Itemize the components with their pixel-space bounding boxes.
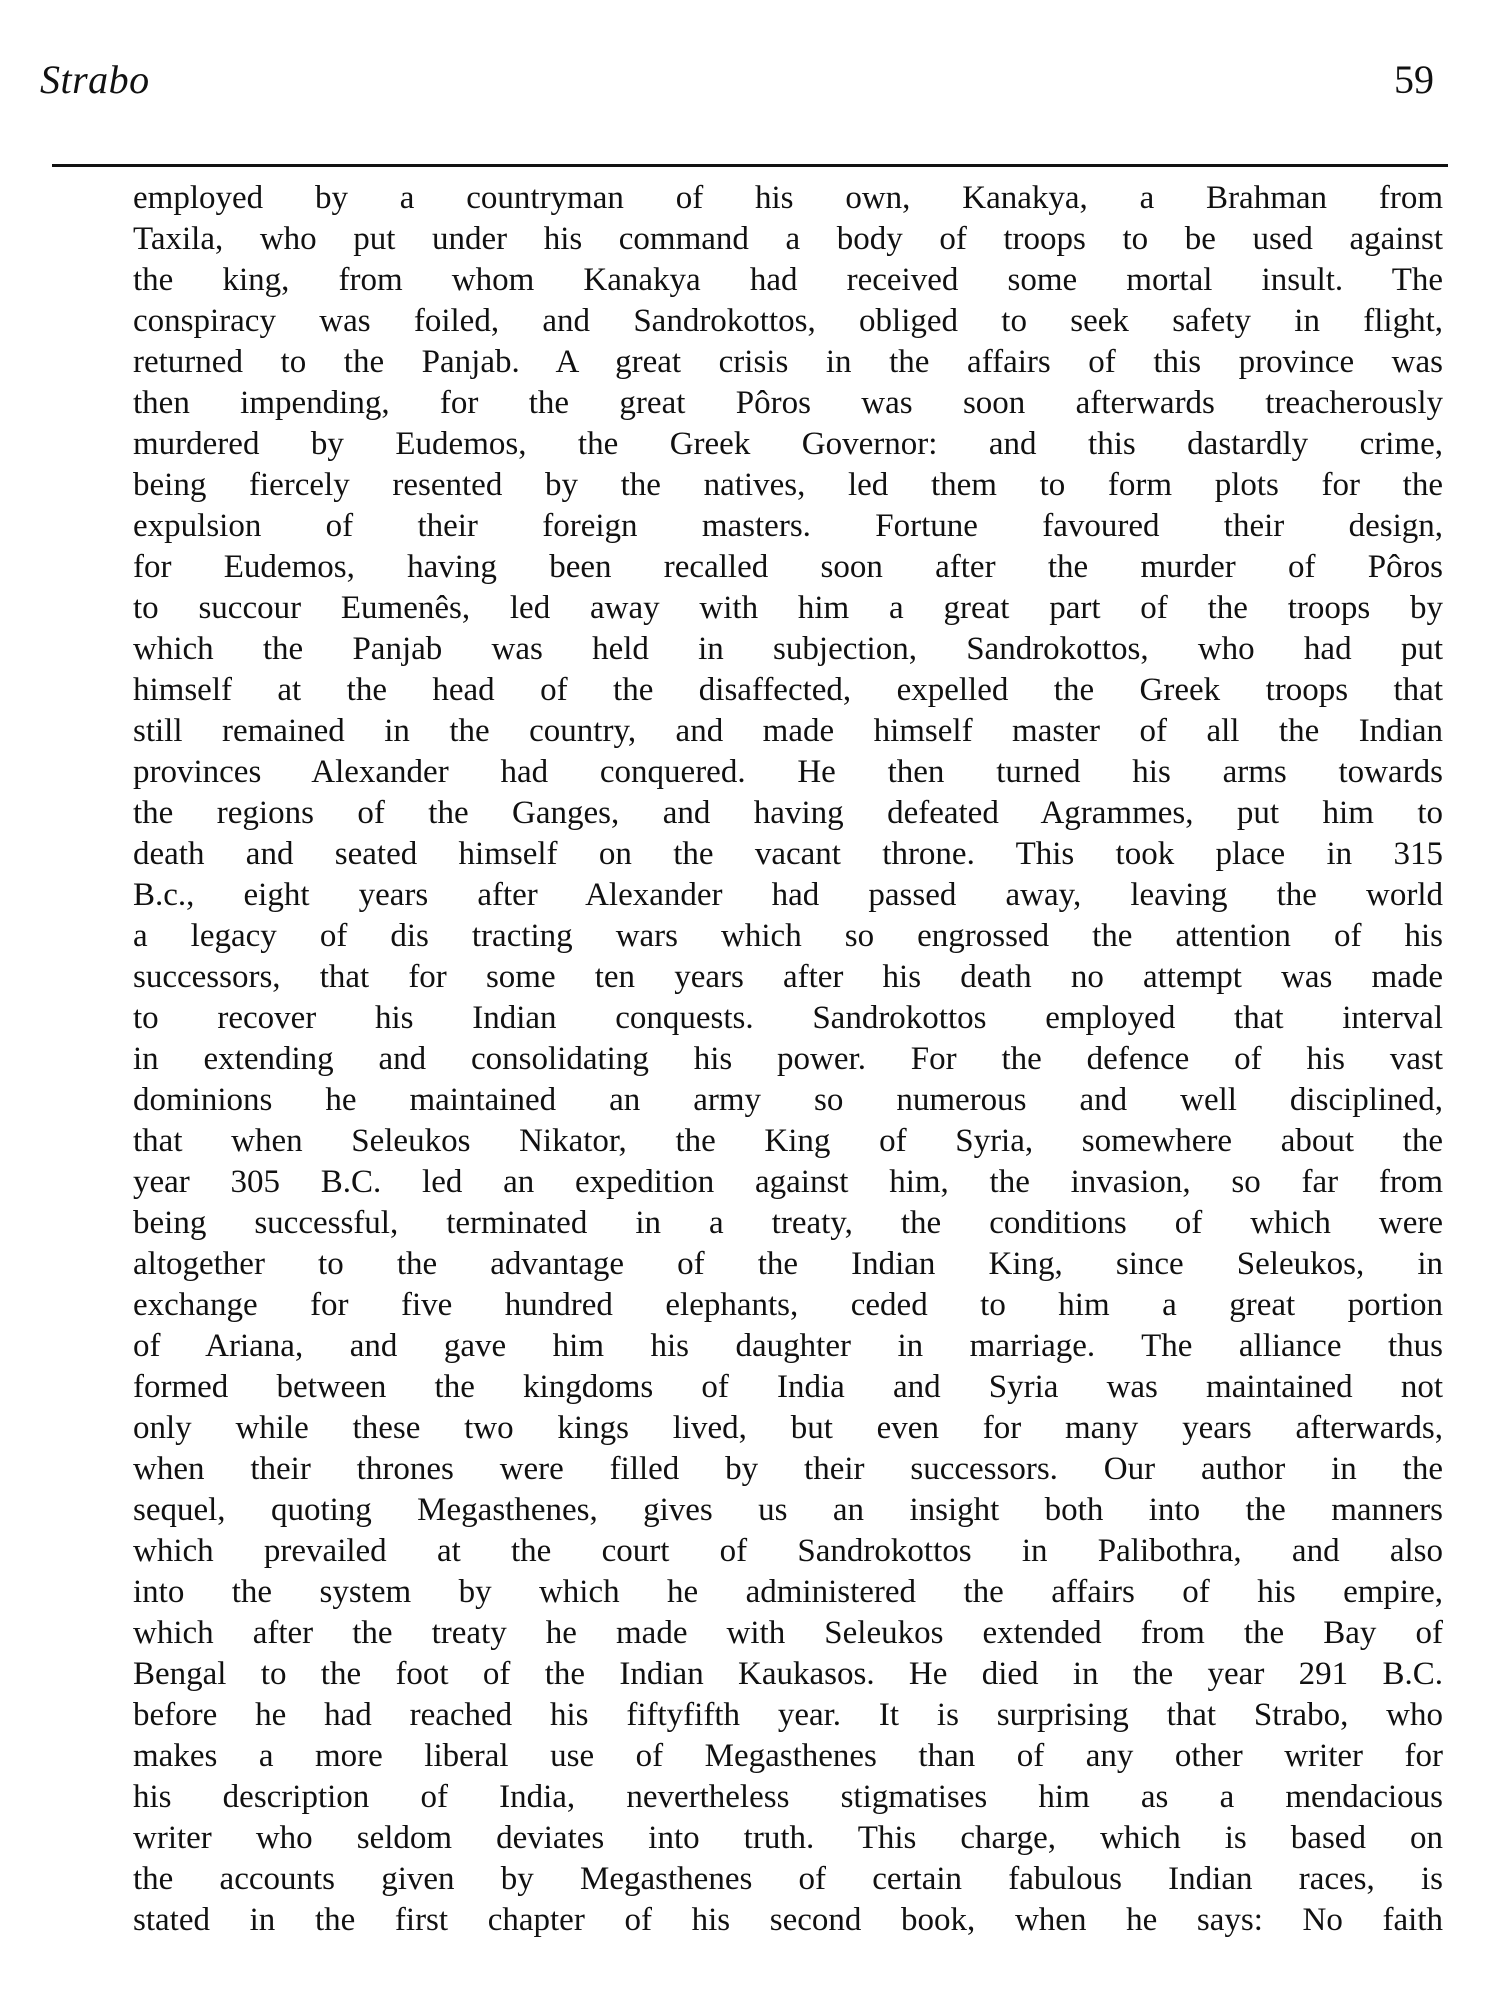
- text-line-1: employed by a countryman of his own, Kanakya, a Brahman from: [133, 180, 1443, 216]
- page-number: 59: [1394, 57, 1434, 102]
- text-line-23: dominions he maintained an army so numerous and well disciplined,: [133, 1082, 1443, 1118]
- text-line-34: which prevailed at the court of Sandrokottos in Palibothra, and also: [133, 1533, 1443, 1569]
- text-line-22: in extending and consolidating his power. For the defence of his vast: [133, 1041, 1443, 1077]
- text-line-29: of Ariana, and gave him his daughter in marriage. The alliance thus: [133, 1328, 1443, 1364]
- text-line-37: Bengal to the foot of the Indian Kaukasos. He died in the year 291 B.C.: [133, 1656, 1443, 1692]
- text-line-41: writer who seldom deviates into truth. This charge, which is based on: [133, 1820, 1443, 1856]
- text-line-24: that when Seleukos Nikator, the King of Syria, somewhere about the: [133, 1123, 1443, 1159]
- running-head-title: Strabo: [40, 57, 150, 102]
- text-line-7: murdered by Eudemos, the Greek Governor: and this dastardly crime,: [133, 426, 1443, 462]
- text-line-6: then impending, for the great Pôros was soon afterwards treacherously: [133, 385, 1443, 421]
- text-line-10: for Eudemos, having been recalled soon after the murder of Pôros: [133, 549, 1443, 585]
- text-line-25: year 305 B.C. led an expedition against him, the invasion, so far from: [133, 1164, 1443, 1200]
- text-line-13: himself at the head of the disaffected, expelled the Greek troops that: [133, 672, 1443, 708]
- text-line-39: makes a more liberal use of Megasthenes than of any other writer for: [133, 1738, 1443, 1774]
- text-line-30: formed between the kingdoms of India and Syria was maintained not: [133, 1369, 1443, 1405]
- text-line-11: to succour Eumenês, led away with him a great part of the troops by: [133, 590, 1443, 626]
- text-line-26: being successful, terminated in a treaty, the conditions of which were: [133, 1205, 1443, 1241]
- text-line-36: which after the treaty he made with Seleukos extended from the Bay of: [133, 1615, 1443, 1651]
- text-line-27: altogether to the advantage of the Indian King, since Seleukos, in: [133, 1246, 1443, 1282]
- text-line-21: to recover his Indian conquests. Sandrokottos employed that interval: [133, 1000, 1443, 1036]
- text-line-9: expulsion of their foreign masters. Fortune favoured their design,: [133, 508, 1443, 544]
- text-line-18: B.c., eight years after Alexander had passed away, leaving the world: [133, 877, 1443, 913]
- text-line-20: successors, that for some ten years after his death no attempt was made: [133, 959, 1443, 995]
- text-line-17: death and seated himself on the vacant throne. This took place in 315: [133, 836, 1443, 872]
- text-line-40: his description of India, nevertheless stigmatises him as a mendacious: [133, 1779, 1443, 1815]
- text-line-42: the accounts given by Megasthenes of certain fabulous Indian races, is: [133, 1861, 1443, 1897]
- text-line-32: when their thrones were filled by their successors. Our author in the: [133, 1451, 1443, 1487]
- text-line-3: the king, from whom Kanakya had received some mortal insult. The: [133, 262, 1443, 298]
- body-text: [133, 178, 1443, 1941]
- text-line-19: a legacy of dis tracting wars which so engrossed the attention of his: [133, 918, 1443, 954]
- text-line-4: conspiracy was foiled, and Sandrokottos, obliged to seek safety in flight,: [133, 303, 1443, 339]
- text-line-12: which the Panjab was held in subjection, Sandrokottos, who had put: [133, 631, 1443, 667]
- text-line-35: into the system by which he administered the affairs of his empire,: [133, 1574, 1443, 1610]
- text-line-28: exchange for five hundred elephants, ceded to him a great portion: [133, 1287, 1443, 1323]
- text-line-8: being fiercely resented by the natives, led them to form plots for the: [133, 467, 1443, 503]
- text-line-33: sequel, quoting Megasthenes, gives us an insight both into the manners: [133, 1492, 1443, 1528]
- text-line-15: provinces Alexander had conquered. He then turned his arms towards: [133, 754, 1443, 790]
- text-line-31: only while these two kings lived, but even for many years afterwards,: [133, 1410, 1443, 1446]
- text-line-43: stated in the first chapter of his second book, when he says: No faith: [133, 1902, 1443, 1938]
- header-rule: [52, 164, 1448, 167]
- text-line-2: Taxila, who put under his command a body of troops to be used against: [133, 221, 1443, 257]
- text-line-14: still remained in the country, and made himself master of all the Indian: [133, 713, 1443, 749]
- text-line-38: before he had reached his fiftyfifth year. It is surprising that Strabo, who: [133, 1697, 1443, 1733]
- text-line-16: the regions of the Ganges, and having defeated Agrammes, put him to: [133, 795, 1443, 831]
- text-line-5: returned to the Panjab. A great crisis in the affairs of this province was: [133, 344, 1443, 380]
